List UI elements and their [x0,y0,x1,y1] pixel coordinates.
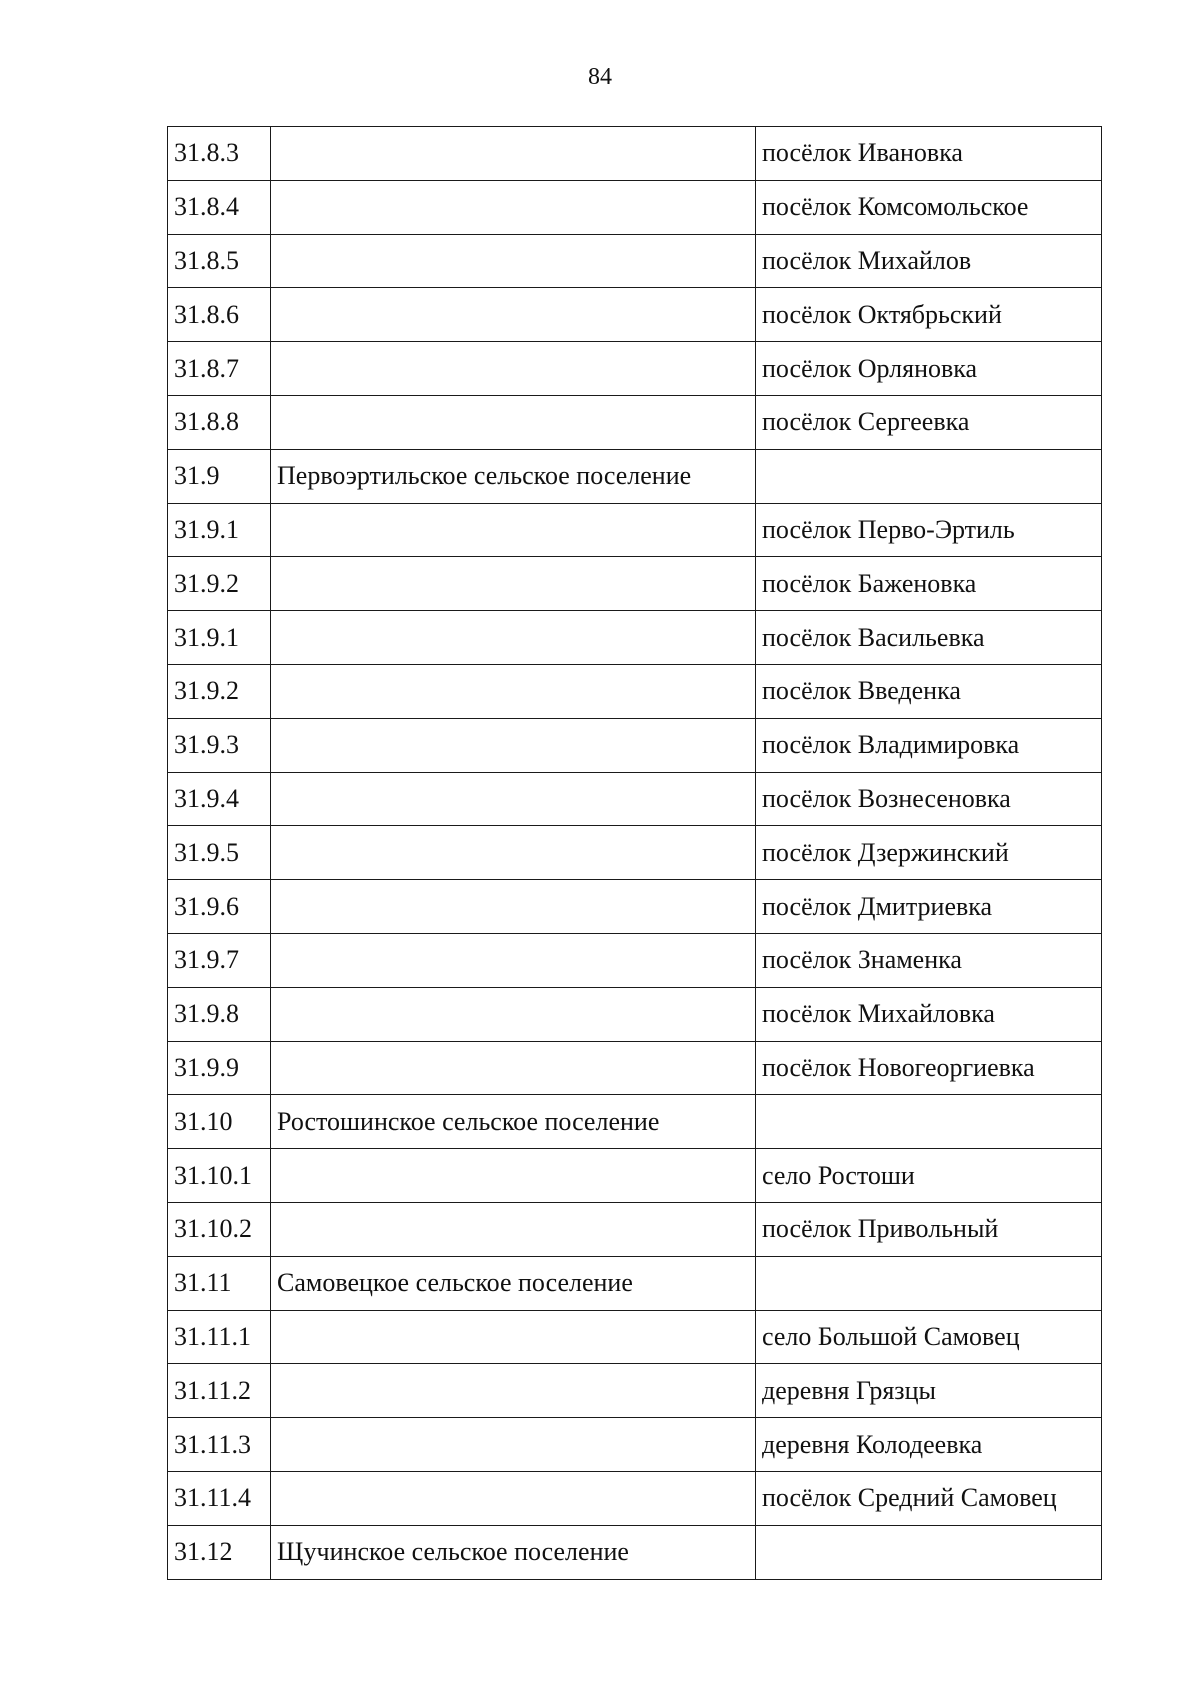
table-row [168,1095,1102,1149]
table-row [168,288,1102,342]
settlement-cell: посёлок Михайлов [756,234,1102,288]
settlement-cell: посёлок Баженовка [756,557,1102,611]
municipality-cell [271,1041,756,1095]
row-number-cell: 31.9.1 [168,611,271,665]
municipality-cell [271,1202,756,1256]
row-number-cell: 31.8.6 [168,288,271,342]
table-row [168,1202,1102,1256]
municipality-cell [271,1310,756,1364]
row-number-cell: 31.11.3 [168,1418,271,1472]
municipality-cell [271,611,756,665]
row-number-cell: 31.9.2 [168,664,271,718]
settlement-cell: посёлок Дмитриевка [756,880,1102,934]
row-number-cell: 31.8.8 [168,395,271,449]
municipality-cell [271,234,756,288]
settlement-cell: посёлок Вознесеновка [756,772,1102,826]
page-number: 84 [588,64,612,90]
row-number-cell: 31.9 [168,449,271,503]
table-row [168,557,1102,611]
row-number-cell: 31.10.2 [168,1202,271,1256]
row-number-cell: 31.11 [168,1256,271,1310]
table-row [168,611,1102,665]
row-number-cell: 31.9.1 [168,503,271,557]
municipality-cell [271,395,756,449]
table-row [168,180,1102,234]
settlement-cell: посёлок Ивановка [756,127,1102,181]
settlement-cell: посёлок Перво-Эртиль [756,503,1102,557]
table-row [168,503,1102,557]
row-number-cell: 31.8.4 [168,180,271,234]
settlement-cell: посёлок Васильевка [756,611,1102,665]
row-number-cell: 31.9.2 [168,557,271,611]
row-number-cell: 31.9.5 [168,826,271,880]
row-number-cell: 31.9.8 [168,987,271,1041]
table-row [168,127,1102,181]
settlement-cell [756,1095,1102,1149]
settlement-cell [756,449,1102,503]
settlement-cell: село Большой Самовец [756,1310,1102,1364]
municipality-cell [271,557,756,611]
municipality-cell [271,664,756,718]
settlement-cell: деревня Грязцы [756,1364,1102,1418]
municipality-cell [271,880,756,934]
municipality-cell: Самовецкое сельское поселение [271,1256,756,1310]
row-number-cell: 31.9.7 [168,933,271,987]
settlement-cell: село Ростоши [756,1149,1102,1203]
municipality-cell [271,1418,756,1472]
municipality-cell [271,503,756,557]
row-number-cell: 31.9.4 [168,772,271,826]
municipality-cell [271,718,756,772]
table-row [168,1471,1102,1525]
settlements-table [167,126,1102,1580]
table-row [168,664,1102,718]
municipality-cell [271,1471,756,1525]
table-row [168,1310,1102,1364]
row-number-cell: 31.9.3 [168,718,271,772]
settlement-cell: посёлок Комсомольское [756,180,1102,234]
table-row [168,1418,1102,1472]
settlement-cell: посёлок Средний Самовец [756,1471,1102,1525]
settlement-cell: посёлок Октябрьский [756,288,1102,342]
municipality-cell: Щучинское сельское поселение [271,1525,756,1579]
row-number-cell: 31.11.1 [168,1310,271,1364]
settlement-cell: посёлок Новогеоргиевка [756,1041,1102,1095]
row-number-cell: 31.9.9 [168,1041,271,1095]
settlement-cell [756,1525,1102,1579]
settlement-cell [756,1256,1102,1310]
table-row [168,933,1102,987]
table-row [168,449,1102,503]
row-number-cell: 31.9.6 [168,880,271,934]
municipality-cell: Ростошинское сельское поселение [271,1095,756,1149]
table-body [168,127,1102,1580]
table-row [168,772,1102,826]
municipality-cell [271,288,756,342]
municipality-cell [271,772,756,826]
settlement-cell: посёлок Привольный [756,1202,1102,1256]
table-row [168,395,1102,449]
table-row [168,718,1102,772]
table-row [168,1364,1102,1418]
municipality-cell [271,826,756,880]
table-row [168,987,1102,1041]
table-row [168,1149,1102,1203]
settlement-cell: посёлок Владимировка [756,718,1102,772]
settlement-cell: посёлок Орляновка [756,342,1102,396]
municipality-cell [271,127,756,181]
row-number-cell: 31.10 [168,1095,271,1149]
municipality-cell [271,987,756,1041]
table-row [168,1041,1102,1095]
table-row [168,1525,1102,1579]
settlement-cell: посёлок Введенка [756,664,1102,718]
table-row [168,1256,1102,1310]
row-number-cell: 31.8.7 [168,342,271,396]
settlement-cell: посёлок Дзержинский [756,826,1102,880]
row-number-cell: 31.10.1 [168,1149,271,1203]
table-row [168,342,1102,396]
table-row [168,826,1102,880]
row-number-cell: 31.12 [168,1525,271,1579]
table-row [168,234,1102,288]
row-number-cell: 31.8.3 [168,127,271,181]
settlement-cell: посёлок Сергеевка [756,395,1102,449]
municipality-cell [271,342,756,396]
municipality-cell [271,180,756,234]
municipality-cell [271,933,756,987]
municipality-cell: Первоэртильское сельское поселение [271,449,756,503]
settlement-cell: посёлок Михайловка [756,987,1102,1041]
municipality-cell [271,1364,756,1418]
table-row [168,880,1102,934]
municipality-cell [271,1149,756,1203]
row-number-cell: 31.11.2 [168,1364,271,1418]
settlement-cell: деревня Колодеевка [756,1418,1102,1472]
settlement-cell: посёлок Знаменка [756,933,1102,987]
row-number-cell: 31.11.4 [168,1471,271,1525]
row-number-cell: 31.8.5 [168,234,271,288]
